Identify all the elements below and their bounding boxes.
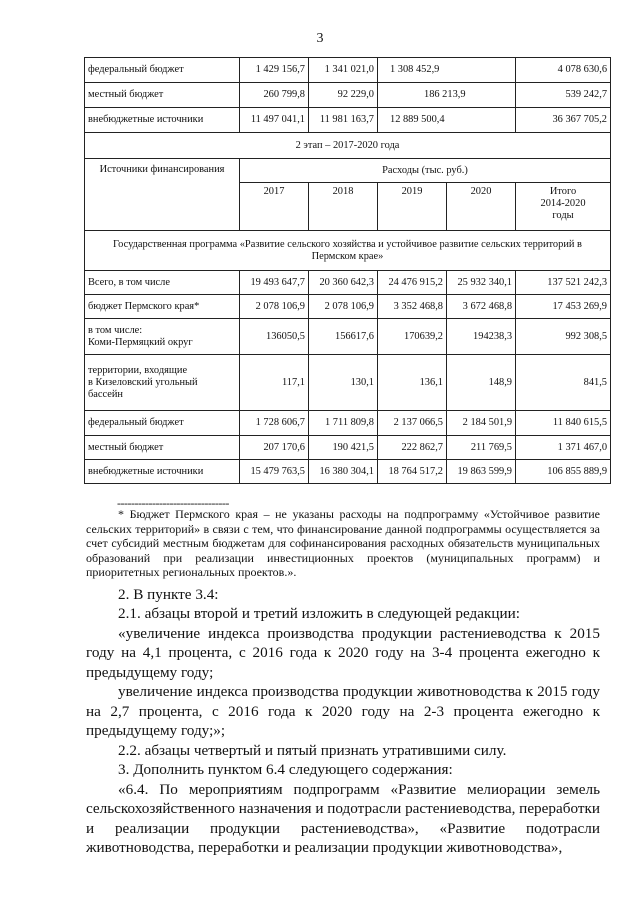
- row-source: Всего, в том числе: [85, 271, 240, 295]
- stage-title: 2 этап – 2017-2020 года: [85, 133, 611, 159]
- paragraph: 3. Дополнить пунктом 6.4 следующего содержания:: [118, 761, 453, 779]
- footnote: * Бюджет Пермского края – не указаны расходы на подпрограмму «Устойчивое развитие сельских территорий» в связи с тем, что финансирование данной подпрограммы осуществляется за счет субсидий местным бюджетам для софинансирования расходных обязательств муниципальных образований при реализации инвестиционных проектов (муниципальных программ) и приоритетных региональных проектов.».: [86, 507, 600, 580]
- document-body: [86, 507, 600, 858]
- row-source: внебюджетные источники: [85, 460, 240, 484]
- header-expenses: Расходы (тыс. руб.): [240, 159, 611, 183]
- cell-value: 190 421,5: [309, 436, 378, 460]
- table-header-row: [85, 159, 611, 183]
- cell-value: 24 476 915,2: [378, 271, 447, 295]
- cell-value: 16 380 304,1: [309, 460, 378, 484]
- cell-value: 3 672 468,8: [447, 295, 516, 319]
- row-source: федеральный бюджет: [85, 58, 240, 83]
- cell-value: 3 352 468,8: [378, 295, 447, 319]
- paragraph: «6.4. По мероприятиям подпрограмм «Развитие мелиорации земель сельскохозяйственного назначения и подотрасли растениеводства, переработки и реализации продукции растениеводства», «Развитие подотрасли животноводства, переработки и реализации продукции животноводства»,: [86, 780, 600, 857]
- cell-value: 19 493 647,7: [240, 271, 309, 295]
- header-sources: Источники финансирования: [85, 159, 240, 231]
- cell-value: 222 862,7: [378, 436, 447, 460]
- row-source: бюджет Пермского края*: [85, 295, 240, 319]
- cell-value: 19 863 599,9: [447, 460, 516, 484]
- paragraph: 2.1. абзацы второй и третий изложить в следующей редакции:: [118, 605, 520, 623]
- cell-total: 841,5: [516, 355, 611, 411]
- cell-value: 11 497 041,1: [240, 108, 309, 133]
- paragraph: 2. В пункте 3.4:: [118, 585, 219, 603]
- table-row: [85, 355, 611, 411]
- cell-value: 211 769,5: [447, 436, 516, 460]
- table-row: [85, 271, 611, 295]
- page-number: 3: [316, 31, 324, 46]
- cell-value: 1 711 809,8: [309, 411, 378, 436]
- cell-total: 539 242,7: [516, 83, 611, 108]
- table-row: [85, 58, 611, 83]
- cell-value: 1 308 452,9: [378, 58, 516, 83]
- row-source: местный бюджет: [85, 436, 240, 460]
- table-row: [85, 319, 611, 355]
- cell-value: 1 728 606,7: [240, 411, 309, 436]
- cell-value: 2 137 066,5: [378, 411, 447, 436]
- table-row: [85, 411, 611, 436]
- cell-value: 170639,2: [378, 319, 447, 355]
- cell-value: 194238,3: [447, 319, 516, 355]
- financing-table: [84, 57, 611, 484]
- cell-value: 2 184 501,9: [447, 411, 516, 436]
- cell-value: 186 213,9: [378, 83, 516, 108]
- cell-value: 117,1: [240, 355, 309, 411]
- cell-total: 36 367 705,2: [516, 108, 611, 133]
- cell-total: 4 078 630,6: [516, 58, 611, 83]
- table-row: [85, 83, 611, 108]
- paragraph: увеличение индекса производства продукции животноводства к 2015 году на 2,7 процента, с 2016 года к 2020 году на 2-3 процента ежегодно к предыдущему году;»;: [86, 683, 600, 740]
- cell-value: 130,1: [309, 355, 378, 411]
- cell-value: 260 799,8: [240, 83, 309, 108]
- cell-value: 92 229,0: [309, 83, 378, 108]
- cell-value: 12 889 500,4: [378, 108, 516, 133]
- cell-total: 992 308,5: [516, 319, 611, 355]
- cell-total: 17 453 269,9: [516, 295, 611, 319]
- row-source: местный бюджет: [85, 83, 240, 108]
- paragraph: 2.2. абзацы четвертый и пятый признать утратившими силу.: [118, 741, 507, 759]
- cell-value: 136050,5: [240, 319, 309, 355]
- cell-value: 156617,6: [309, 319, 378, 355]
- paragraph: «увеличение индекса производства продукции растениеводства к 2015 году на 4,1 процента, с 2016 года к 2020 году на 3-4 процента ежегодно к предыдущему году;: [86, 624, 600, 681]
- footnote-separator: --------------------------------: [117, 496, 229, 510]
- cell-value: 2 078 106,9: [309, 295, 378, 319]
- cell-total: 1 371 467,0: [516, 436, 611, 460]
- header-year: 2019: [378, 183, 447, 231]
- cell-value: 11 981 163,7: [309, 108, 378, 133]
- cell-value: 1 341 021,0: [309, 58, 378, 83]
- table-row: [85, 295, 611, 319]
- cell-value: 1 429 156,7: [240, 58, 309, 83]
- row-source: территории, входящие в Кизеловский угольный бассейн: [85, 355, 240, 411]
- cell-total: 106 855 889,9: [516, 460, 611, 484]
- cell-value: 207 170,6: [240, 436, 309, 460]
- cell-value: 18 764 517,2: [378, 460, 447, 484]
- cell-value: 15 479 763,5: [240, 460, 309, 484]
- header-year: 2020: [447, 183, 516, 231]
- program-title: Государственная программа «Развитие сельского хозяйства и устойчивое развитие сельских территорий в Пермском крае»: [85, 231, 611, 271]
- cell-value: 136,1: [378, 355, 447, 411]
- table-row: [85, 108, 611, 133]
- row-source: федеральный бюджет: [85, 411, 240, 436]
- cell-value: 25 932 340,1: [447, 271, 516, 295]
- table-row: [85, 133, 611, 159]
- row-source: в том числе: Коми-Пермяцкий округ: [85, 319, 240, 355]
- cell-value: 148,9: [447, 355, 516, 411]
- table-row: [85, 231, 611, 271]
- header-year: 2017: [240, 183, 309, 231]
- cell-value: 2 078 106,9: [240, 295, 309, 319]
- cell-total: 11 840 615,5: [516, 411, 611, 436]
- cell-value: 20 360 642,3: [309, 271, 378, 295]
- header-total: Итого 2014-2020 годы: [516, 183, 611, 231]
- table-row: [85, 460, 611, 484]
- row-source: внебюджетные источники: [85, 108, 240, 133]
- table-row: [85, 436, 611, 460]
- header-year: 2018: [309, 183, 378, 231]
- cell-total: 137 521 242,3: [516, 271, 611, 295]
